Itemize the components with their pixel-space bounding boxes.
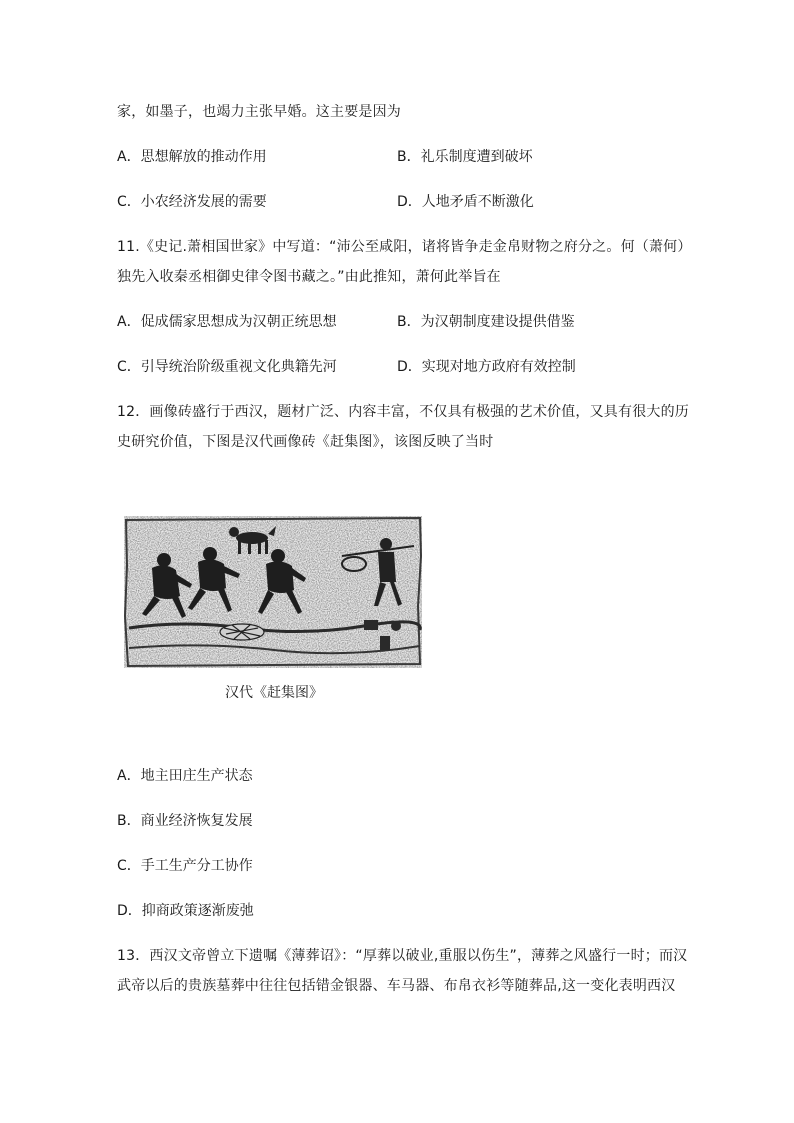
q10-option-b: B．礼乐制度遭到破坏: [397, 149, 533, 165]
q10-option-d: D．人地矛盾不断激化: [397, 194, 534, 210]
q10-option-c: C．小农经济发展的需要: [117, 194, 267, 210]
q11-stem-line2: 独先入收秦丞相御史律令图书藏之。”由此推知，萧何此举旨在: [117, 269, 501, 285]
q11-option-b: B．为汉朝制度建设提供借鉴: [397, 314, 575, 330]
figure-caption: 汉代《赶集图》: [225, 685, 323, 701]
q12-stem-line2: 史研究价值，下图是汉代画像砖《赶集图》，该图反映了当时: [117, 434, 494, 450]
q12-option-a: A．地主田庄生产状态: [117, 768, 253, 784]
q11-option-c: C．引导统治阶级重视文化典籍先河: [117, 359, 337, 375]
q11-option-d: D．实现对地方政府有效控制: [397, 359, 576, 375]
q10-stem-tail: 家，如墨子，也竭力主张早婚。这主要是因为: [117, 104, 401, 120]
q12-stem-line1: 12．画像砖盛行于西汉，题材广泛、内容丰富，不仅具有极强的艺术价值，又具有很大的历: [117, 404, 690, 420]
q12-option-d: D．抑商政策逐渐废弛: [117, 903, 254, 919]
q12-option-b: B．商业经济恢复发展: [117, 813, 253, 829]
q13-stem-line1: 13．西汉文帝曾立下遗嘱《薄葬诏》：“厚葬以破业,重服以伤生”，薄葬之风盛行一时；而汉: [117, 948, 688, 964]
q13-stem-line2: 武帝以后的贵族墓葬中往往包括错金银器、车马器、布帛衣衫等随葬品,这一变化表明西汉: [117, 978, 676, 994]
q10-option-a: A．思想解放的推动作用: [117, 149, 267, 165]
market-scene-rubbing-image: [124, 516, 422, 668]
q12-option-c: C．手工生产分工协作: [117, 858, 253, 874]
q11-option-a: A．促成儒家思想成为汉朝正统思想: [117, 314, 337, 330]
q11-stem-line1: 11.《史记.萧相国世家》中写道：“沛公至咸阳，诸将皆争走金帛财物之府分之。何（萧何）: [117, 239, 692, 255]
